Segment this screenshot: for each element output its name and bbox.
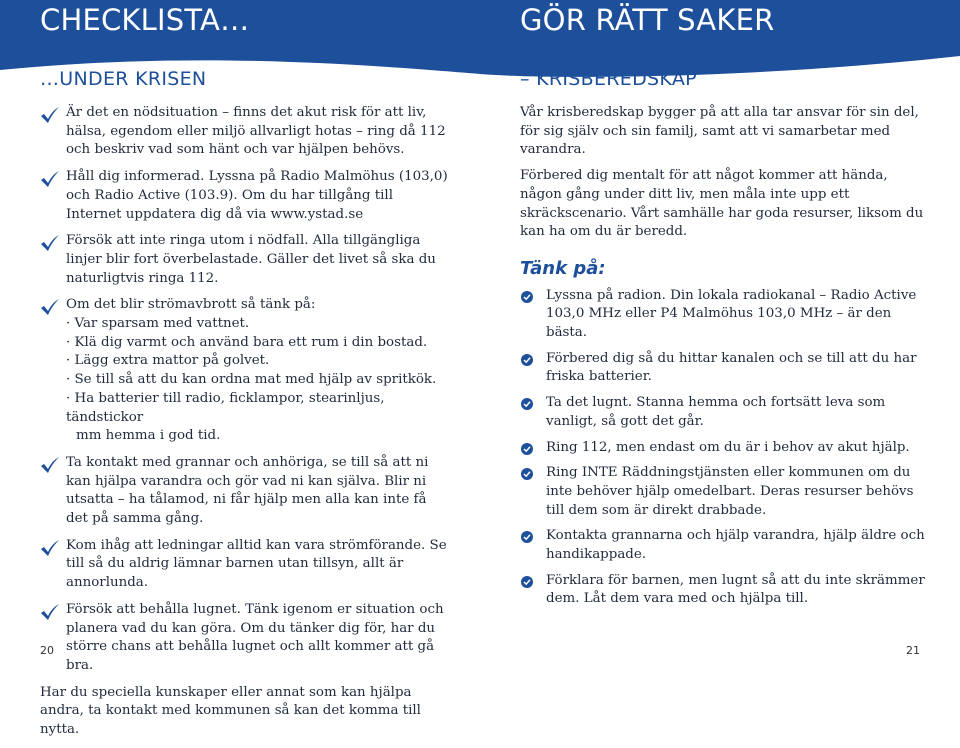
tip-item xyxy=(520,350,925,387)
closing-paragraph: Har du speciella kunskaper eller annat som kan hjälpa andra, ta kontakt med kommunen så kan det komma till nytta. xyxy=(40,684,421,738)
left-page-title: CHECKLISTA… xyxy=(40,3,250,37)
checklist-item xyxy=(40,601,450,676)
right-column xyxy=(520,104,925,616)
checkmark-icon xyxy=(40,107,60,124)
left-column xyxy=(40,104,450,748)
sub-item: · Klä dig varmt och använd bara ett rum i din bostad. xyxy=(66,334,428,350)
tip-text: Ring 112, men endast om du är i behov av akut hjälp. xyxy=(546,439,910,455)
checklist-item-power-outage xyxy=(40,296,450,446)
intro-paragraph: Vår krisberedskap bygger på att alla tar ansvar för sin del, för sig själv och sin familj, samt att vi samarbetar med varandra. xyxy=(520,105,919,158)
round-bullet-icon xyxy=(521,531,533,543)
checklist-item xyxy=(40,104,450,160)
tank-pa-heading: Tänk på: xyxy=(520,257,606,279)
tip-item xyxy=(520,439,925,458)
checklist-item xyxy=(40,537,450,593)
tip-text: Lyssna på radion. Din lokala radiokanal – Radio Active 103,0 MHz eller P4 Malmöhus 103,0 MHz – är den bästa. xyxy=(546,287,917,341)
sub-item: · Se till så att du kan ordna mat med hjälp av spritkök. xyxy=(66,372,437,388)
checklist-item xyxy=(40,168,450,224)
checkmark-icon xyxy=(40,171,60,188)
sub-item: · Var sparsam med vattnet. xyxy=(66,316,250,332)
tip-text: Ring INTE Räddningstjänsten eller kommunen om du inte behöver hjälp omedelbart. Deras resurser behövs till dem som är direkt drabbade. xyxy=(546,465,914,518)
checklist-item-text: Om det blir strömavbrott så tänk på: xyxy=(66,297,316,313)
round-bullet-icon xyxy=(521,398,533,410)
tip-item xyxy=(520,572,925,609)
checklist-item-text: Håll dig informerad. Lyssna på Radio Malmöhus (103,0) och Radio Active (103.9). Om du har tillgång till Internet uppdatera dig då via www.ystad.se xyxy=(66,169,448,222)
round-bullet-icon xyxy=(521,354,533,366)
checkmark-icon xyxy=(40,457,60,474)
sub-item: · Lägg extra mattor på golvet. xyxy=(66,353,270,369)
checkmark-icon xyxy=(40,235,60,252)
tip-item xyxy=(520,287,925,343)
checklist-item-text: Försök att behålla lugnet. Tänk igenom er situation och planera vad du kan göra. Om du tänker dig för, har du större chans att behålla lugnet och allt kommer att gå bra. xyxy=(66,601,444,673)
tip-text: Ta det lugnt. Stanna hemma och fortsätt leva som vanligt, så gott det går. xyxy=(546,395,886,429)
checkmark-icon xyxy=(40,604,60,621)
checklist-item xyxy=(40,232,450,288)
checklist-item-text: Kom ihåg att ledningar alltid kan vara strömförande. Se till så du aldrig lämnar barnen utan tillsyn, allt är annorlunda. xyxy=(66,537,447,591)
checklist-item-text: Är det en nödsituation – finns det akut risk för att liv, hälsa, egendom eller miljö allvarligt hotas – ring då 112 och beskriv vad som hänt och var hjälpen behövs. xyxy=(66,105,446,158)
page-number-right: 21 xyxy=(906,644,920,657)
tip-text: Förklara för barnen, men lugnt så att du inte skrämmer dem. Låt dem vara med och hjälpa till. xyxy=(546,572,925,607)
round-bullet-icon xyxy=(521,576,533,588)
checklist-item-text: Försök att inte ringa utom i nödfall. Alla tillgängliga linjer blir fort överbelastade. Gäller det livet så ska du naturligtvis ringa 112. xyxy=(66,233,436,286)
intro-paragraph: Förbered dig mentalt för att något kommer att hända, någon gång under ditt liv, men måla inte upp ett skräckscenario. Vårt samhälle har goda resurser, liksom du kan ha om du är beredd. xyxy=(520,168,924,240)
sub-item: · Ha batterier till radio, ficklampor, stearinljus, tändstickor xyxy=(66,390,385,425)
round-bullet-icon xyxy=(521,291,533,303)
round-bullet-icon xyxy=(521,468,533,480)
tip-item xyxy=(520,394,925,431)
page-number-left: 20 xyxy=(40,644,54,657)
round-bullet-icon xyxy=(521,443,533,455)
tip-text: Kontakta grannarna och hjälp varandra, hjälp äldre och handikappade. xyxy=(546,528,925,563)
left-section-heading: …UNDER KRISEN xyxy=(40,68,207,90)
checklist-item xyxy=(40,454,450,529)
tip-item xyxy=(520,464,925,520)
right-page-title: GÖR RÄTT SAKER xyxy=(520,3,775,37)
tip-text: Förbered dig så du hittar kanalen och se till att du har friska batterier. xyxy=(546,350,917,385)
sub-item-continuation: mm hemma i god tid. xyxy=(76,428,221,444)
tip-item xyxy=(520,527,925,564)
checkmark-icon xyxy=(40,299,60,316)
checklist-item-text: Ta kontakt med grannar och anhöriga, se till så att ni kan hjälpa varandra och gör vad ni kan själva. Blir ni utsatta – ha tålamod, ni får hjälp men alla kan inte få det på samma gång. xyxy=(66,454,429,527)
checkmark-icon xyxy=(40,540,60,557)
right-section-heading: – KRISBEREDSKAP xyxy=(520,68,697,90)
